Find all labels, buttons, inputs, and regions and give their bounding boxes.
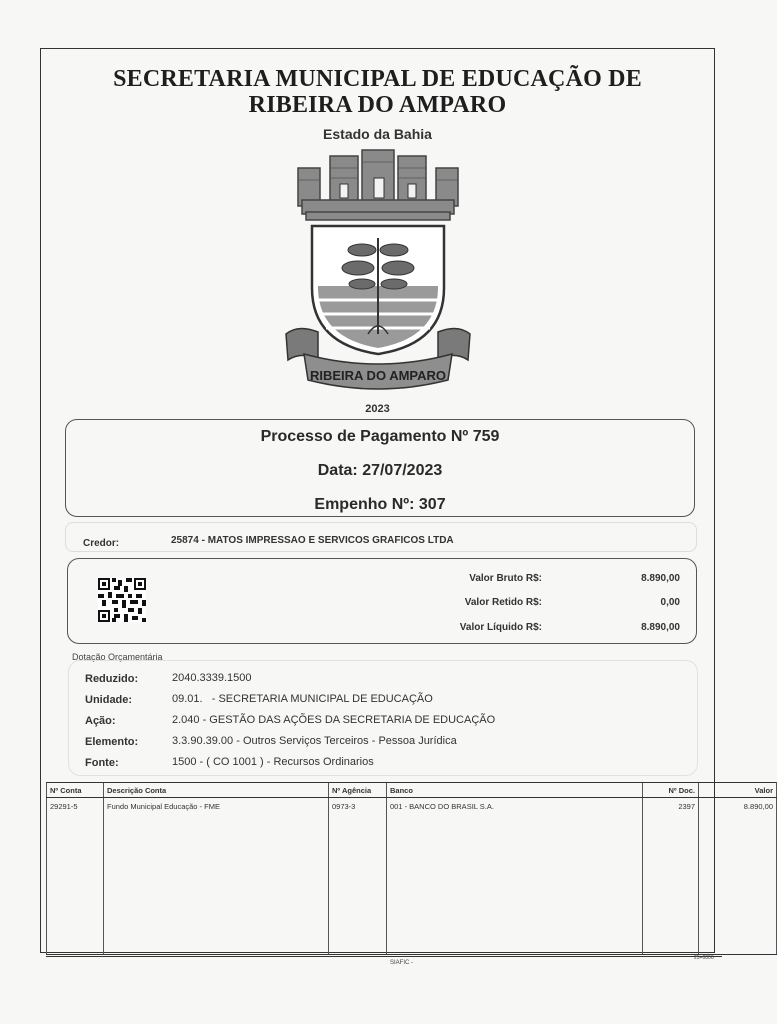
values-box [67,558,697,644]
page-title [40,66,715,118]
table-row [47,798,777,955]
gross-value-label: Valor Bruto R$: [469,573,542,584]
col-account-number: Nº Conta [47,783,104,798]
element-label: Elemento: [85,736,139,748]
net-value-label: Valor Líquido R$: [459,622,542,633]
col-agency: Nº Agência [329,783,387,798]
title-line-2: RIBEIRA DO AMPARO [248,92,507,118]
creditor-label: Credor: [83,538,120,549]
col-bank: Banco [387,783,643,798]
source-label: Fonte: [85,757,119,769]
coat-banner-text: RIBEIRA DO AMPARO [309,368,447,383]
footer-divider [46,956,722,957]
cell-account-number: 29291-5 [47,798,104,955]
budget-section-title: Dotação Orçamentária [72,652,163,662]
col-value: Valor [699,783,777,798]
cell-value: 8.890,00 [699,798,777,955]
system-name: SIAFIC - [390,960,414,966]
cell-doc-number: 2397 [643,798,699,955]
unit-value: 09.01. - SECRETARIA MUNICIPAL DE EDUCAÇÃO [172,693,433,705]
creditor-value: 25874 - MATOS IMPRESSAO E SERVICOS GRAFICOS LTDA [171,535,454,546]
cell-bank: 001 - BANCO DO BRASIL S.A. [387,798,643,955]
net-value: 8.890,00 [641,622,680,633]
cell-account-description: Fundo Municipal Educação - FME [104,798,329,955]
reduced-value: 2040.3339.1500 [172,672,252,684]
element-value: 3.3.90.39.00 - Outros Serviços Terceiros - Pessoa Jurídica [172,735,457,747]
state-name: Estado da Bahia [323,126,432,142]
col-account-description: Descrição Conta [104,783,329,798]
accounts-table [46,782,777,955]
cell-agency: 0973-3 [329,798,387,955]
action-value: 2.040 - GESTÃO DAS AÇÕES DA SECRETARIA DE EDUCAÇÃO [172,714,496,726]
source-value: 1500 - ( CO 1001 ) - Recursos Ordinarios [172,756,374,768]
unit-label: Unidade: [85,694,133,706]
table-header-row [47,783,777,798]
coat-of-arms-icon [278,148,478,396]
footer-code: 25+0806 [694,955,714,961]
year: 2023 [365,403,390,415]
commitment-number: Empenho Nº: 307 [314,496,446,513]
process-number: Processo de Pagamento Nº 759 [260,428,500,445]
title-line-1: SECRETARIA MUNICIPAL DE EDUCAÇÃO DE [113,66,642,92]
gross-value: 8.890,00 [641,573,680,584]
action-label: Ação: [85,715,116,727]
qr-code-icon [98,578,146,622]
withheld-value: 0,00 [660,597,680,608]
reduced-label: Reduzido: [85,673,139,685]
col-doc-number: Nº Doc. [643,783,699,798]
withheld-value-label: Valor Retido R$: [464,597,542,608]
process-date: Data: 27/07/2023 [317,462,443,479]
